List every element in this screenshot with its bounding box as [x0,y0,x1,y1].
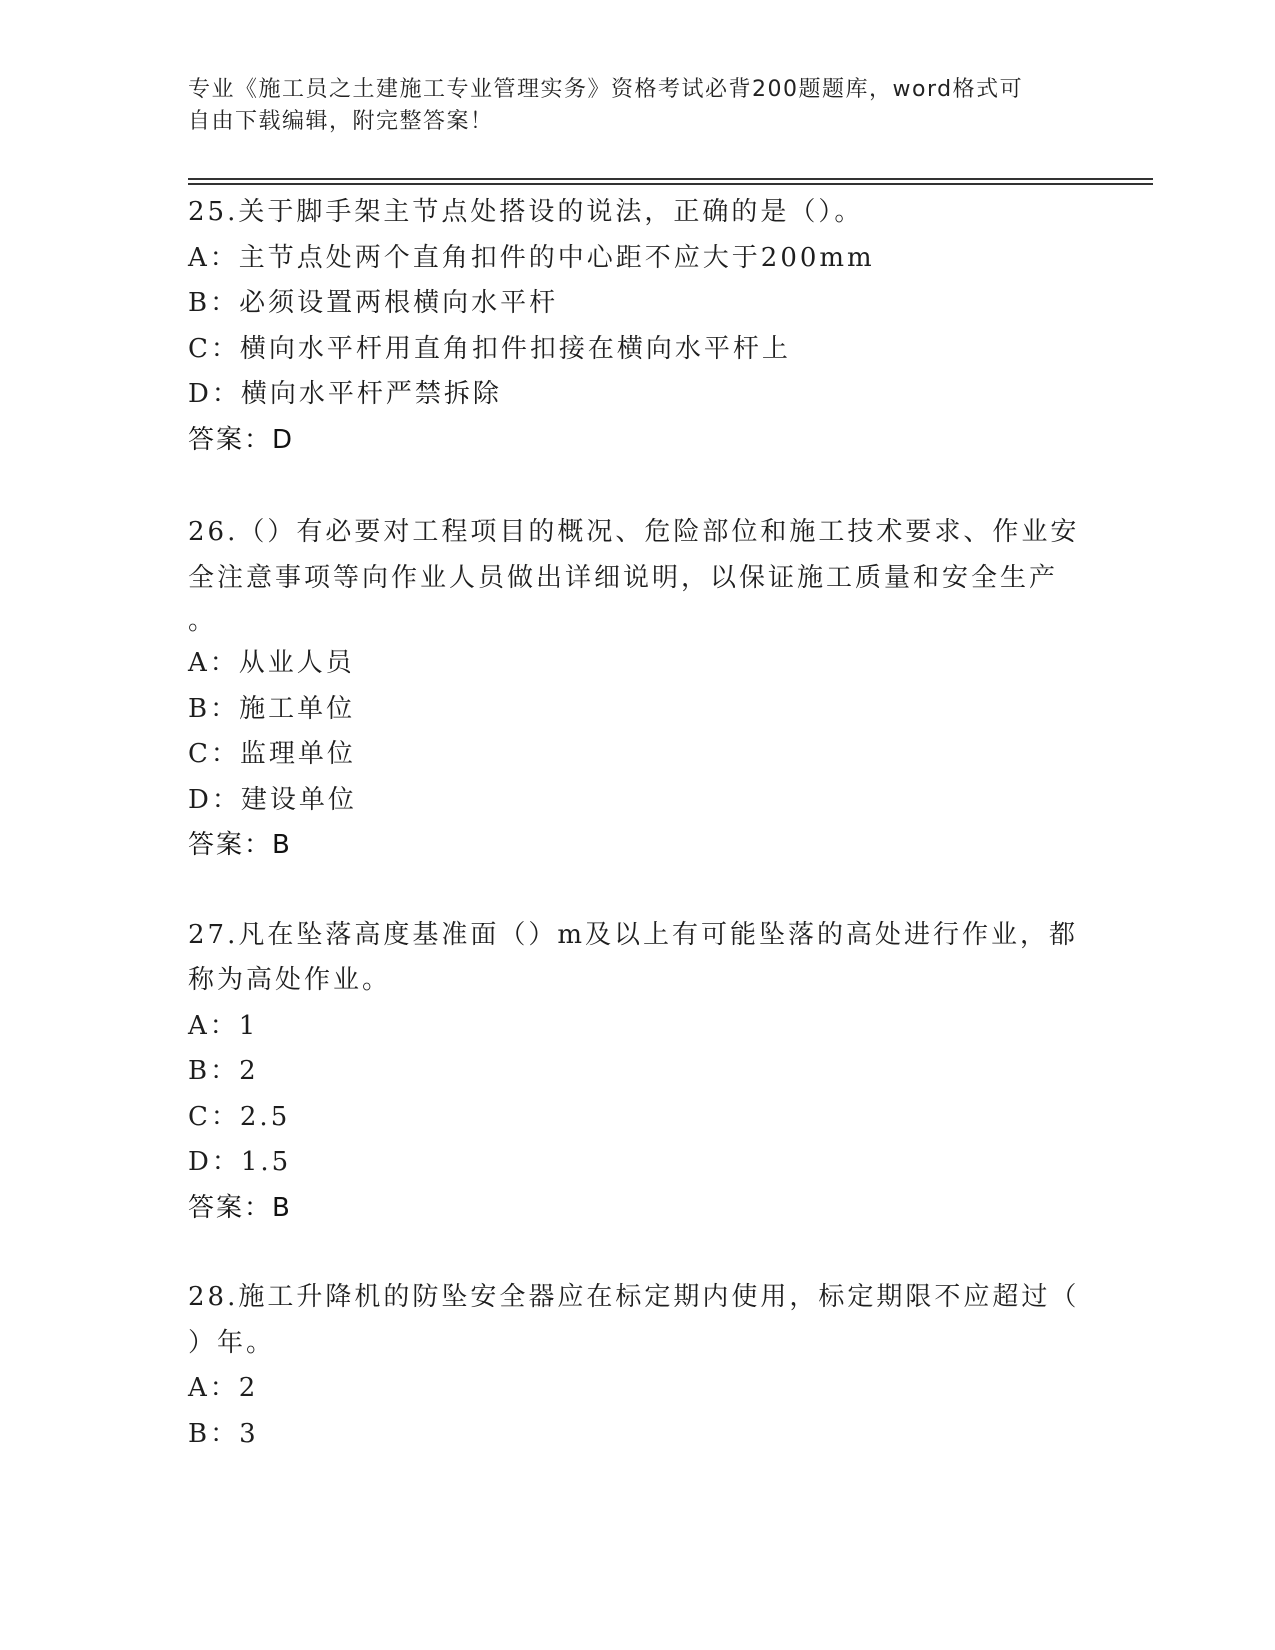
header-divider-top [188,178,1153,180]
header-line-2: 自由下载编辑，附完整答案！ [188,109,494,134]
answer-label: 答案：B [188,1192,292,1223]
option-b: B：3 [188,1418,259,1449]
option-b: B：2 [188,1056,259,1086]
option-b: B：施工单位 [188,693,356,724]
question-stem: ）年。 [188,1327,276,1358]
question-spacer [188,463,1088,510]
option-d: D：建设单位 [188,784,357,815]
question-26 [188,510,1088,869]
option-a: A：主节点处两个直角扣件的中心距不应大于200mm [188,242,875,273]
question-spacer [188,1231,1088,1275]
question-stem: 25.关于脚手架主节点处搭设的说法，正确的是（）。 [188,197,864,227]
option-c: C：监理单位 [188,739,356,769]
question-spacer [188,869,1088,913]
answer-label: 答案：D [188,424,295,455]
question-stem: 全注意事项等向作业人员做出详细说明，以保证施工质量和安全生产 [188,562,1059,593]
option-b: B：必须设置两根横向水平杆 [188,288,559,318]
question-list [188,190,1088,1457]
question-stem: 28.施工升降机的防坠安全器应在标定期内使用，标定期限不应超过（ [188,1282,1080,1312]
question-25 [188,190,1088,463]
option-a: A：2 [188,1373,259,1403]
question-stem: 27.凡在坠落高度基准面（）m及以上有可能坠落的高处进行作业，都 [188,919,1079,950]
question-stem: 称为高处作业。 [188,965,392,995]
option-d: D：1.5 [188,1147,292,1177]
option-c: C：横向水平杆用直角扣件扣接在横向水平杆上 [188,333,791,364]
answer-label: 答案：B [188,830,292,860]
header-divider-bottom [188,183,1153,185]
document-header [188,74,1068,138]
question-28 [188,1275,1088,1457]
option-a: A：从业人员 [188,648,355,678]
question-27 [188,913,1088,1232]
option-c: C：2.5 [188,1101,291,1132]
header-line-1: 专业《施工员之土建施工专业管理实务》资格考试必背200题题库，word格式可 [188,77,1024,102]
question-stem: 26.（）有必要对工程项目的概况、危险部位和施工技术要求、作业安 [188,517,1080,547]
question-stem: 。 [188,606,218,636]
option-d: D：横向水平杆严禁拆除 [188,379,502,409]
option-a: A：1 [188,1010,259,1041]
